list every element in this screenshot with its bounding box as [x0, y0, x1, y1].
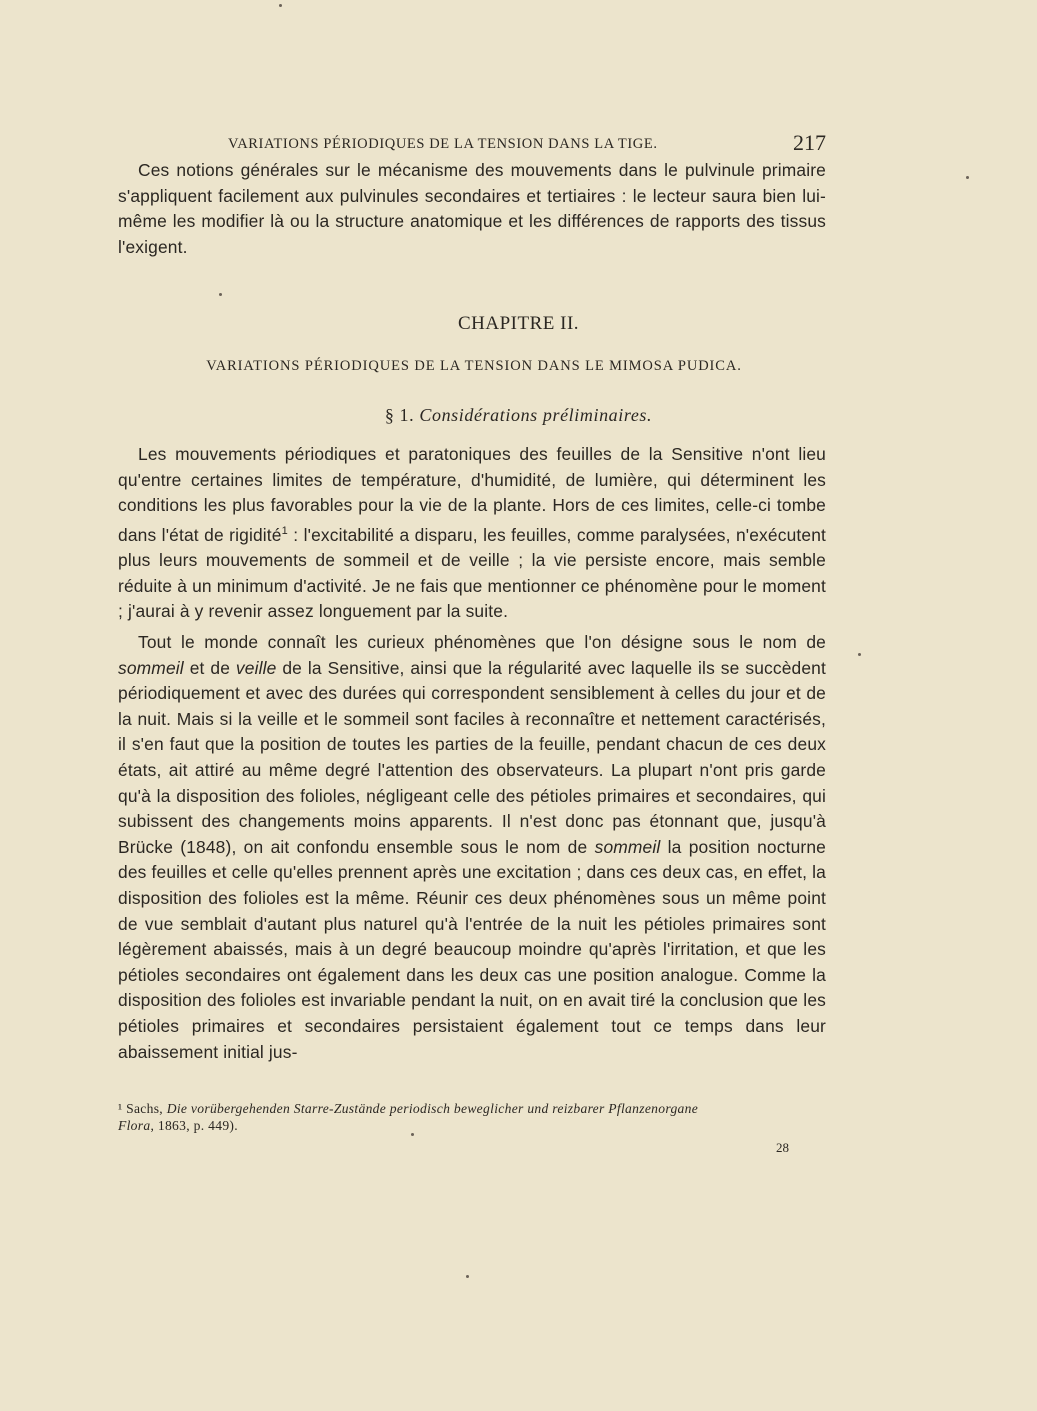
footnote — [118, 1100, 830, 1134]
paper-speck — [279, 4, 282, 7]
section-heading — [0, 405, 1037, 426]
paper-speck — [411, 1133, 414, 1136]
paper-speck — [966, 176, 969, 179]
section-title: Considérations préliminaires. — [419, 405, 653, 425]
footnote-title: Die vorübergehenden Starre-Zustände periodisch beweglicher und reizbarer Pflanzenorgane — [166, 1101, 699, 1116]
paragraph-1 — [118, 158, 826, 260]
footnote-author: Sachs, — [122, 1101, 167, 1116]
paragraph-text: Les mouvements périodiques et paratoniques des feuilles de la Sensitive n'ont lieu qu'entre certaines limites de température, d'humidité, de lumière, qui déterminent les conditions les plus favorables pour la vie de la plante. Hors de ces limites, celle-ci tombe dans l'état de rigidité — [118, 444, 826, 545]
paragraph-2 — [118, 442, 826, 625]
paper-speck — [858, 653, 861, 656]
page-number: 217 — [793, 130, 826, 155]
paper-speck — [219, 293, 222, 296]
chapter-subtitle: VARIATIONS PÉRIODIQUES DE LA TENSION DANS LE MIMOSA PUDICA. — [206, 358, 742, 374]
paragraph-text: de la Sensitive, ainsi que la régularité avec laquelle ils se succèdent périodiquement et avec des durées qui correspondent sensiblement à celles du jour et de la nuit. Mais si la veille et le sommeil sont faciles à reconnaître et nettement caractérisés, il s'en faut que la position de toutes les parties de la feuille, pendant chacun de ces deux états, ait attiré au même degré l'attention des observateurs. La plupart n'ont pris garde qu'à la disposition des folioles, négligeant celle des pétioles primaires et secondaires, qui subissent des changements moins apparents. Il n'est donc pas étonnant que, jusqu'à Brücke (1848), on ait confondu ensemble sous le nom de — [118, 657, 826, 857]
paragraph-text: Tout le monde connaît les curieux phénomènes que l'on désigne sous le nom de — [138, 632, 826, 652]
footnote-citation: , 1863, p. 449). — [150, 1118, 238, 1133]
page-header — [118, 132, 830, 156]
paper-speck — [466, 1275, 469, 1278]
footnote-reference[interactable]: 1 — [281, 524, 288, 537]
section-symbol: § 1. — [384, 405, 415, 425]
footnote-mark: ¹ — [118, 1101, 123, 1116]
paragraph-3 — [118, 630, 826, 1065]
running-head: VARIATIONS PÉRIODIQUES DE LA TENSION DANS LA TIGE. — [228, 136, 658, 152]
emphasis-veille: veille — [235, 657, 277, 678]
footnote-journal: Flora — [118, 1118, 151, 1133]
paragraph-text: et de — [183, 657, 236, 678]
printer-signature: 28 — [776, 1140, 789, 1155]
paragraph-text: la position nocturne des feuilles et celle qu'elles prennent après une excitation ; dans ces deux cas, en effet, la disposition des folioles est la même. Réunir ces deux phénomènes sous un même point de vue semblait d'autant plus naturel qu'à l'entrée de la nuit les pétioles primaires sont légèrement abaissés, mais à un degré beaucoup moindre qu'après l'irritation, et que les pétioles secondaires ont également dans les deux cas une position analogue. Comme la disposition des folioles est invariable pendant la nuit, on en avait tiré la conclusion que les pétioles primaires et secondaires persistaient également tout ce temps dans leur abaissement initial jus- — [118, 836, 826, 1062]
paragraph-text: Ces notions générales sur le mécanisme des mouvements dans le pulvinule primaire s'appliquent facilement aux pulvinules secondaires et tertiaires : le lecteur saura bien lui-même les modifier là ou la structure anatomique et les différences de rapports des tissus l'exigent. — [118, 160, 826, 257]
emphasis-sommeil: sommeil — [118, 657, 184, 678]
chapter-title: CHAPITRE II. — [457, 313, 580, 334]
emphasis-sommeil: sommeil — [594, 836, 661, 857]
paragraph-text: : l'excitabilité a disparu, les feuilles, comme paralysées, n'exécutent plus leurs mouvements de sommeil et de veille ; la vie persiste encore, mais semble réduite à un minimum d'activité. Je ne fais que mentionner ce phénomène pour le moment ; j'aurai à y revenir assez longuement par la suite. — [118, 524, 827, 622]
